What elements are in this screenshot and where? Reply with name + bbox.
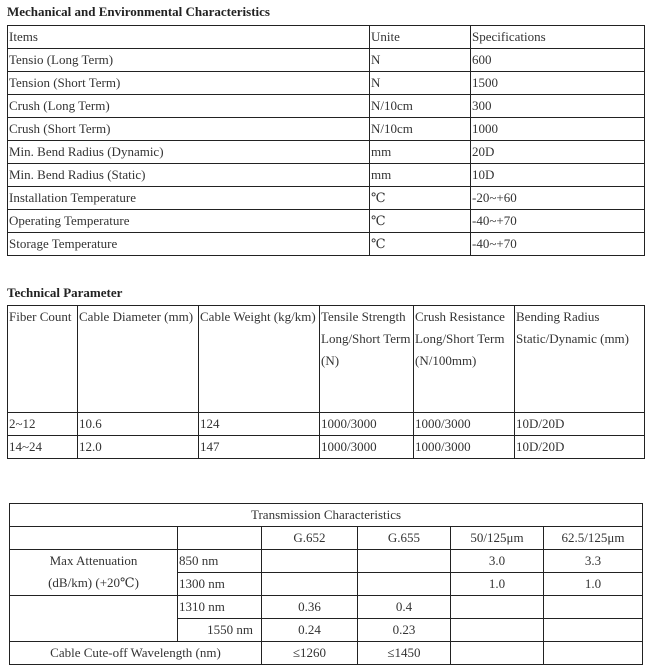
table-cell: 0.36 xyxy=(262,596,358,619)
table-cell: N/10cm xyxy=(370,118,471,141)
attenuation-label xyxy=(10,550,178,596)
table-cell: 2~12 xyxy=(8,413,78,436)
header-cell: Bending Radius Static/Dynamic (mm) xyxy=(515,306,645,413)
table-cell xyxy=(358,573,451,596)
table-cell: 0.4 xyxy=(358,596,451,619)
table-cell xyxy=(10,596,178,642)
table-cell: 1.0 xyxy=(451,573,544,596)
table-cell: 1000/3000 xyxy=(414,436,515,459)
table-header-row xyxy=(8,306,645,413)
mechanical-table xyxy=(7,25,645,256)
table-row xyxy=(8,118,645,141)
wavelength-cell: 1550 nm xyxy=(178,619,262,642)
table-row xyxy=(8,95,645,118)
table-cell: 147 xyxy=(199,436,320,459)
table-cell: Min. Bend Radius (Dynamic) xyxy=(8,141,370,164)
table-row xyxy=(8,233,645,256)
table-row xyxy=(8,413,645,436)
table-cell: 20D xyxy=(471,141,645,164)
table-cell: 10D/20D xyxy=(515,436,645,459)
table-row xyxy=(8,164,645,187)
header-cell xyxy=(178,527,262,550)
table-cell: ≤1260 xyxy=(262,642,358,665)
header-cell: 62.5/125μm xyxy=(544,527,643,550)
transmission-title: Transmission Characteristics xyxy=(10,504,643,527)
header-cell: Tensile Strength Long/Short Term (N) xyxy=(320,306,414,413)
header-cell: Fiber Count xyxy=(8,306,78,413)
table-cell: N/10cm xyxy=(370,95,471,118)
table-cell: Installation Temperature xyxy=(8,187,370,210)
attenuation-label-line-1: Max Attenuation xyxy=(49,553,138,568)
table-row xyxy=(8,49,645,72)
table-cell: Crush (Short Term) xyxy=(8,118,370,141)
table-cell xyxy=(544,619,643,642)
table-row xyxy=(8,210,645,233)
table-cell: 0.24 xyxy=(262,619,358,642)
table-cell: 300 xyxy=(471,95,645,118)
table-cell xyxy=(451,596,544,619)
table-cell: Storage Temperature xyxy=(8,233,370,256)
table-cell: ℃ xyxy=(370,187,471,210)
table-cell: 3.0 xyxy=(451,550,544,573)
table-cell: 14~24 xyxy=(8,436,78,459)
transmission-table xyxy=(9,503,643,665)
header-cell: 50/125μm xyxy=(451,527,544,550)
mechanical-title: Mechanical and Environmental Characteristics xyxy=(7,4,270,19)
table-cell xyxy=(451,642,544,665)
header-cell: Items xyxy=(8,26,370,49)
table-cell: Tensio (Long Term) xyxy=(8,49,370,72)
table-row xyxy=(10,550,643,573)
table-cell: 1000 xyxy=(471,118,645,141)
table-cell: Operating Temperature xyxy=(8,210,370,233)
table-cell: 1500 xyxy=(471,72,645,95)
table-cell: 1000/3000 xyxy=(320,436,414,459)
table-cell: 1.0 xyxy=(544,573,643,596)
table-cell: -20~+60 xyxy=(471,187,645,210)
table-header-row xyxy=(8,26,645,49)
cutoff-label: Cable Cute-off Wavelength (nm) xyxy=(10,642,262,665)
table-cell: 10D/20D xyxy=(515,413,645,436)
table-cell xyxy=(544,596,643,619)
wavelength-cell: 1310 nm xyxy=(178,596,262,619)
header-cell: Specifications xyxy=(471,26,645,49)
table-cell: 600 xyxy=(471,49,645,72)
table-cell: mm xyxy=(370,141,471,164)
table-row xyxy=(8,187,645,210)
table-header-row xyxy=(10,527,643,550)
header-cell: Cable Weight (kg/km) xyxy=(199,306,320,413)
table-cell: 1000/3000 xyxy=(414,413,515,436)
technical-table xyxy=(7,305,645,459)
table-cell xyxy=(262,573,358,596)
table-cell: 10D xyxy=(471,164,645,187)
table-cell: 1000/3000 xyxy=(320,413,414,436)
table-cell xyxy=(262,550,358,573)
table-cell: Crush (Long Term) xyxy=(8,95,370,118)
header-cell xyxy=(10,527,178,550)
table-cell: -40~+70 xyxy=(471,210,645,233)
header-cell: Crush Resistance Long/Short Term (N/100mm) xyxy=(414,306,515,413)
table-cell: 124 xyxy=(199,413,320,436)
technical-title: Technical Parameter xyxy=(7,285,123,300)
table-cell: 12.0 xyxy=(78,436,199,459)
attenuation-label-line-2: (dB/km) (+20℃) xyxy=(48,575,139,590)
table-cell xyxy=(451,619,544,642)
table-cell: 3.3 xyxy=(544,550,643,573)
header-cell: Cable Diameter (mm) xyxy=(78,306,199,413)
table-cell: Min. Bend Radius (Static) xyxy=(8,164,370,187)
table-row xyxy=(8,436,645,459)
table-cell: Tension (Short Term) xyxy=(8,72,370,95)
table-cell: ℃ xyxy=(370,210,471,233)
table-cell xyxy=(358,550,451,573)
table-row xyxy=(10,642,643,665)
header-cell: G.655 xyxy=(358,527,451,550)
table-cell: ≤1450 xyxy=(358,642,451,665)
header-cell: G.652 xyxy=(262,527,358,550)
header-cell: Unite xyxy=(370,26,471,49)
table-cell: ℃ xyxy=(370,233,471,256)
table-row xyxy=(8,141,645,164)
table-cell xyxy=(544,642,643,665)
table-cell: 0.23 xyxy=(358,619,451,642)
table-row xyxy=(8,72,645,95)
table-title-row xyxy=(10,504,643,527)
table-cell: N xyxy=(370,72,471,95)
wavelength-cell: 1300 nm xyxy=(178,573,262,596)
wavelength-cell: 850 nm xyxy=(178,550,262,573)
table-cell: -40~+70 xyxy=(471,233,645,256)
table-row xyxy=(10,596,643,619)
table-cell: mm xyxy=(370,164,471,187)
table-cell: N xyxy=(370,49,471,72)
table-cell: 10.6 xyxy=(78,413,199,436)
